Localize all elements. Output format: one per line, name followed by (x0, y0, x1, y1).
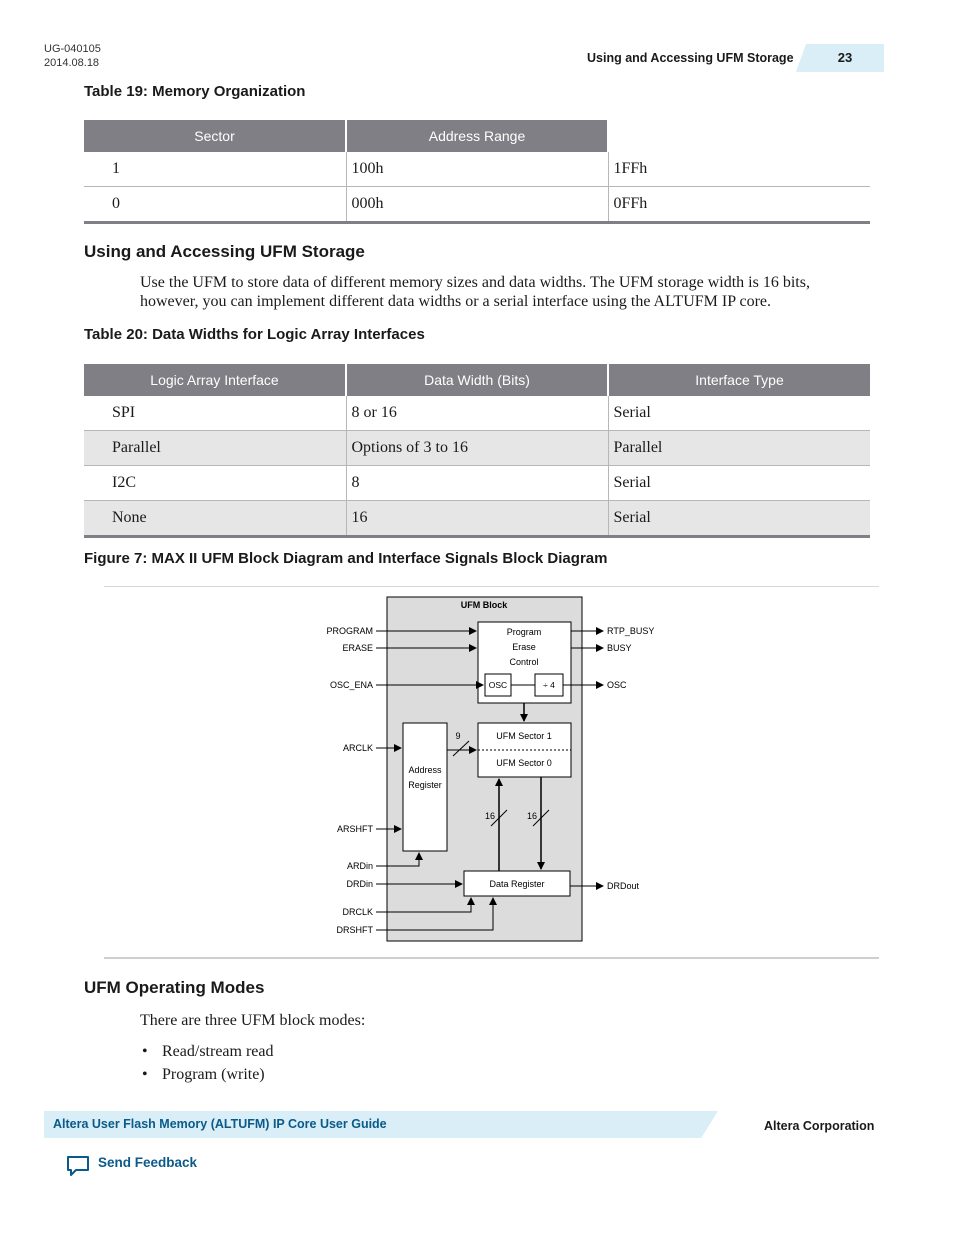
signal-label-rtp-busy: RTP_BUSY (607, 626, 655, 636)
section-heading: UFM Operating Modes (84, 978, 265, 997)
table-cell: 0 (84, 187, 346, 223)
document-id: UG-040105 (44, 43, 101, 55)
bus-width-label: 9 (455, 731, 461, 741)
table-cell: 8 (346, 466, 608, 501)
table19-caption: Table 19: Memory Organization (84, 83, 306, 100)
table-cell: 8 or 16 (346, 396, 608, 431)
program-block-label: Program (506, 627, 542, 637)
signal-label-drclk: DRCLK (342, 907, 373, 917)
signal-label-osc: OSC (607, 680, 627, 690)
bus-width-label: 16 (484, 811, 496, 821)
table-cell: Serial (608, 396, 870, 431)
table-cell: SPI (84, 396, 346, 431)
address-register-label: Address (408, 765, 442, 775)
column-header: Data Width (Bits) (346, 364, 608, 396)
signal-label-osc-ena: OSC_ENA (329, 680, 373, 690)
ufm-sector-0-label: UFM Sector 0 (496, 758, 552, 768)
osc-block-label: OSC (488, 680, 508, 690)
section-intro: There are three UFM block modes: (140, 1012, 366, 1029)
footer-company: Altera Corporation (764, 1119, 875, 1133)
column-header: Address Range (346, 120, 608, 152)
signal-label-program: PROGRAM (326, 626, 373, 636)
signal-label-arshft: ARSHFT (337, 824, 373, 834)
table20-caption: Table 20: Data Widths for Logic Array Interfaces (84, 326, 425, 343)
program-block-label: Control (509, 657, 539, 667)
paragraph-line: however, you can implement different data widths or a serial interface using the ALTUFM IP core. (140, 293, 772, 310)
signal-label-drdout: DRDout (607, 881, 640, 891)
ufm-sector-1-label: UFM Sector 1 (496, 731, 552, 741)
table-cell: Serial (608, 501, 870, 537)
feedback-bubble-icon (66, 1155, 90, 1177)
paragraph-line: Use the UFM to store data of different memory sizes and data widths. The UFM storage width is 16 bits, (140, 274, 810, 291)
table-cell: 0FFh (608, 187, 870, 223)
column-header: Sector (84, 120, 346, 152)
table-cell: Options of 3 to 16 (346, 431, 608, 466)
column-header: Interface Type (608, 364, 870, 396)
table-cell: 1FFh (608, 152, 870, 187)
table-cell: None (84, 501, 346, 537)
table-cell: I2C (84, 466, 346, 501)
table-cell: Parallel (608, 431, 870, 466)
table-cell: 100h (346, 152, 608, 187)
table-cell: 16 (346, 501, 608, 537)
data-register-label: Data Register (489, 879, 545, 889)
table-cell: 1 (84, 152, 346, 187)
running-header-title: Using and Accessing UFM Storage (587, 51, 794, 65)
table-cell: 000h (346, 187, 608, 223)
figure7-caption: Figure 7: MAX II UFM Block Diagram and Interface Signals Block Diagram (84, 550, 608, 567)
ufm-block-title: UFM Block (460, 600, 508, 610)
signal-label-drdin: DRDin (346, 879, 373, 889)
divider-block-label: ÷ 4 (543, 680, 555, 690)
signal-label-busy: BUSY (607, 643, 632, 653)
list-item: • Read/stream read (140, 1040, 274, 1063)
table-cell: Parallel (84, 431, 346, 466)
figure-bottom-rule (104, 957, 879, 959)
document-date: 2014.08.18 (44, 57, 100, 69)
signal-label-erase: ERASE (342, 643, 373, 653)
program-block-label: Erase (512, 642, 536, 652)
signal-label-ardin: ARDin (346, 861, 373, 871)
footer-guide-link[interactable]: Altera User Flash Memory (ALTUFM) IP Core User Guide (53, 1117, 387, 1131)
modes-list (140, 1040, 274, 1086)
address-register-label: Register (408, 780, 442, 790)
signal-label-drshft: DRSHFT (336, 925, 373, 935)
send-feedback-link[interactable] (66, 1155, 197, 1170)
table-cell: Serial (608, 466, 870, 501)
column-header: Logic Array Interface (84, 364, 346, 396)
send-feedback-label: Send Feedback (98, 1155, 198, 1170)
section-heading: Using and Accessing UFM Storage (84, 242, 365, 261)
bus-width-label: 16 (526, 811, 538, 821)
signal-label-arclk: ARCLK (342, 743, 373, 753)
list-item: • Program (write) (140, 1063, 274, 1086)
page-number: 23 (806, 44, 884, 72)
